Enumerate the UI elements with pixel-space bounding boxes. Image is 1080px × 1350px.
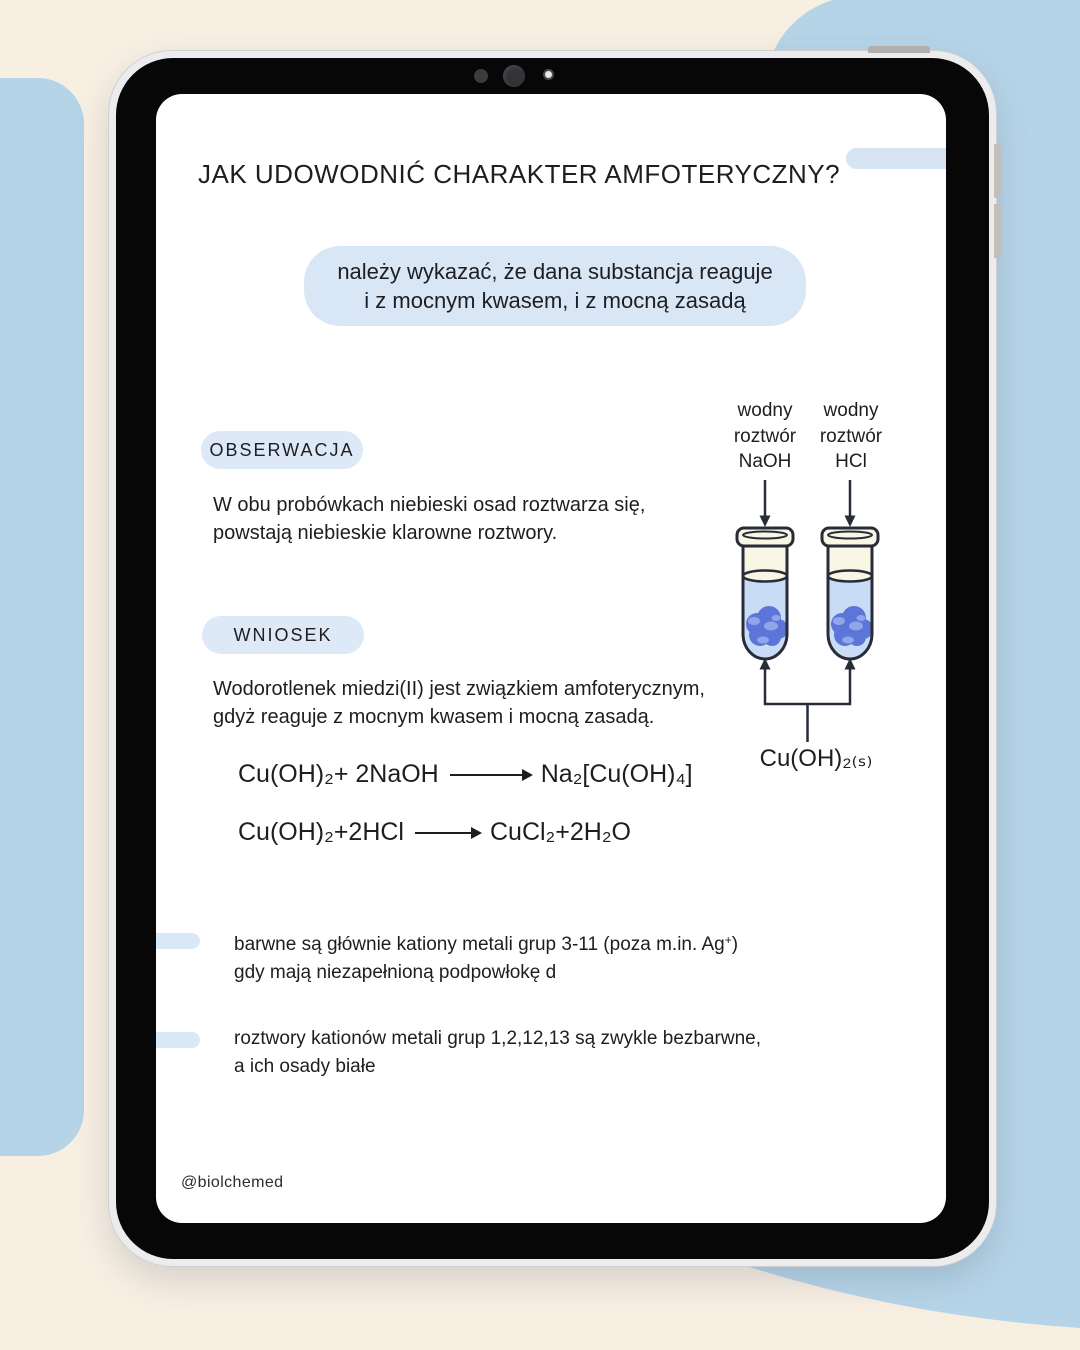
note1-highlight — [156, 933, 200, 949]
intro-line-2: i z mocnym kwasem, i z mocną zasadą — [364, 288, 746, 313]
observation-text — [213, 492, 645, 547]
intro-callout — [304, 246, 806, 326]
reaction-arrow-icon — [450, 774, 530, 776]
equation-naoh — [238, 760, 693, 789]
tube1-label-line1: wodny — [737, 400, 793, 421]
note2-line-1: roztwory kationów metali grup 1,2,12,13 są zwykle bezbarwne, — [234, 1028, 761, 1049]
conclusion-line-1: Wodorotlenek miedzi(II) jest związkiem amfoterycznym, — [213, 678, 705, 700]
reaction-arrow-icon — [415, 832, 479, 834]
tube2-label-line3: HCl — [835, 451, 867, 472]
equation-hcl-lhs: Cu(OH)₂+2HCl — [238, 818, 404, 846]
tube1-label-line2: roztwór — [733, 425, 797, 447]
note2-highlight — [156, 1032, 200, 1048]
conclusion-text — [213, 676, 705, 731]
page-title: JAK UDOWODNIĆ CHARAKTER AMFOTERYCZNY? — [198, 159, 841, 190]
equation-hcl-rhs: CuCl₂+2H₂O — [489, 818, 631, 846]
note1-text — [234, 926, 738, 987]
tablet-frame — [108, 50, 997, 1267]
precipitate-formula-label: Cu(OH)₂₍ₛ₎ — [759, 745, 873, 772]
intro-line-1: należy wykazać, że dana substancja reaguje — [337, 259, 773, 284]
arrow-down-icon — [760, 516, 771, 528]
rear-camera-icon — [503, 65, 525, 87]
test-tubes-drawing — [701, 394, 946, 799]
tablet-screen — [156, 94, 946, 1223]
tube1-label-line3: NaOH — [738, 451, 792, 472]
observation-line-1: W obu probówkach niebieski osad roztwarza się, — [213, 494, 646, 516]
note2-text — [234, 1025, 761, 1081]
observation-line-2: powstają niebieskie klarowne roztwory. — [213, 521, 558, 544]
conclusion-line-2: gdyż reaguje z mocnym kwasem i mocną zasadą. — [213, 705, 655, 728]
note1-line-2: gdy mają niezapełnioną podpowłokę d — [234, 962, 557, 983]
tube2-label-line2: roztwór — [819, 425, 883, 447]
equation-hcl — [238, 818, 631, 847]
observation-heading: OBSERWACJA — [201, 431, 363, 469]
note2-line-2: a ich osady białe — [234, 1056, 376, 1077]
camera-sensor-icon — [543, 69, 554, 80]
author-handle: @biolchemed — [181, 1174, 284, 1191]
volume-up-button — [994, 144, 1001, 198]
conclusion-heading: WNIOSEK — [202, 616, 364, 654]
arrow-down-icon — [845, 516, 856, 528]
power-button — [868, 46, 930, 53]
test-tube-1 — [737, 528, 793, 659]
equation-naoh-lhs: Cu(OH)₂+ 2NaOH — [238, 760, 439, 788]
volume-down-button — [994, 204, 1001, 258]
equation-naoh-rhs: Na₂[Cu(OH)₄] — [540, 760, 693, 788]
test-tube-diagram — [701, 394, 946, 799]
test-tube-2 — [822, 528, 878, 659]
front-camera-icon — [474, 69, 488, 83]
note1-line-1: barwne są głównie kationy metali grup 3-11 (poza m.in. Ag+) — [234, 933, 739, 955]
tube2-label-line1: wodny — [823, 400, 879, 421]
title-highlight — [846, 148, 946, 169]
